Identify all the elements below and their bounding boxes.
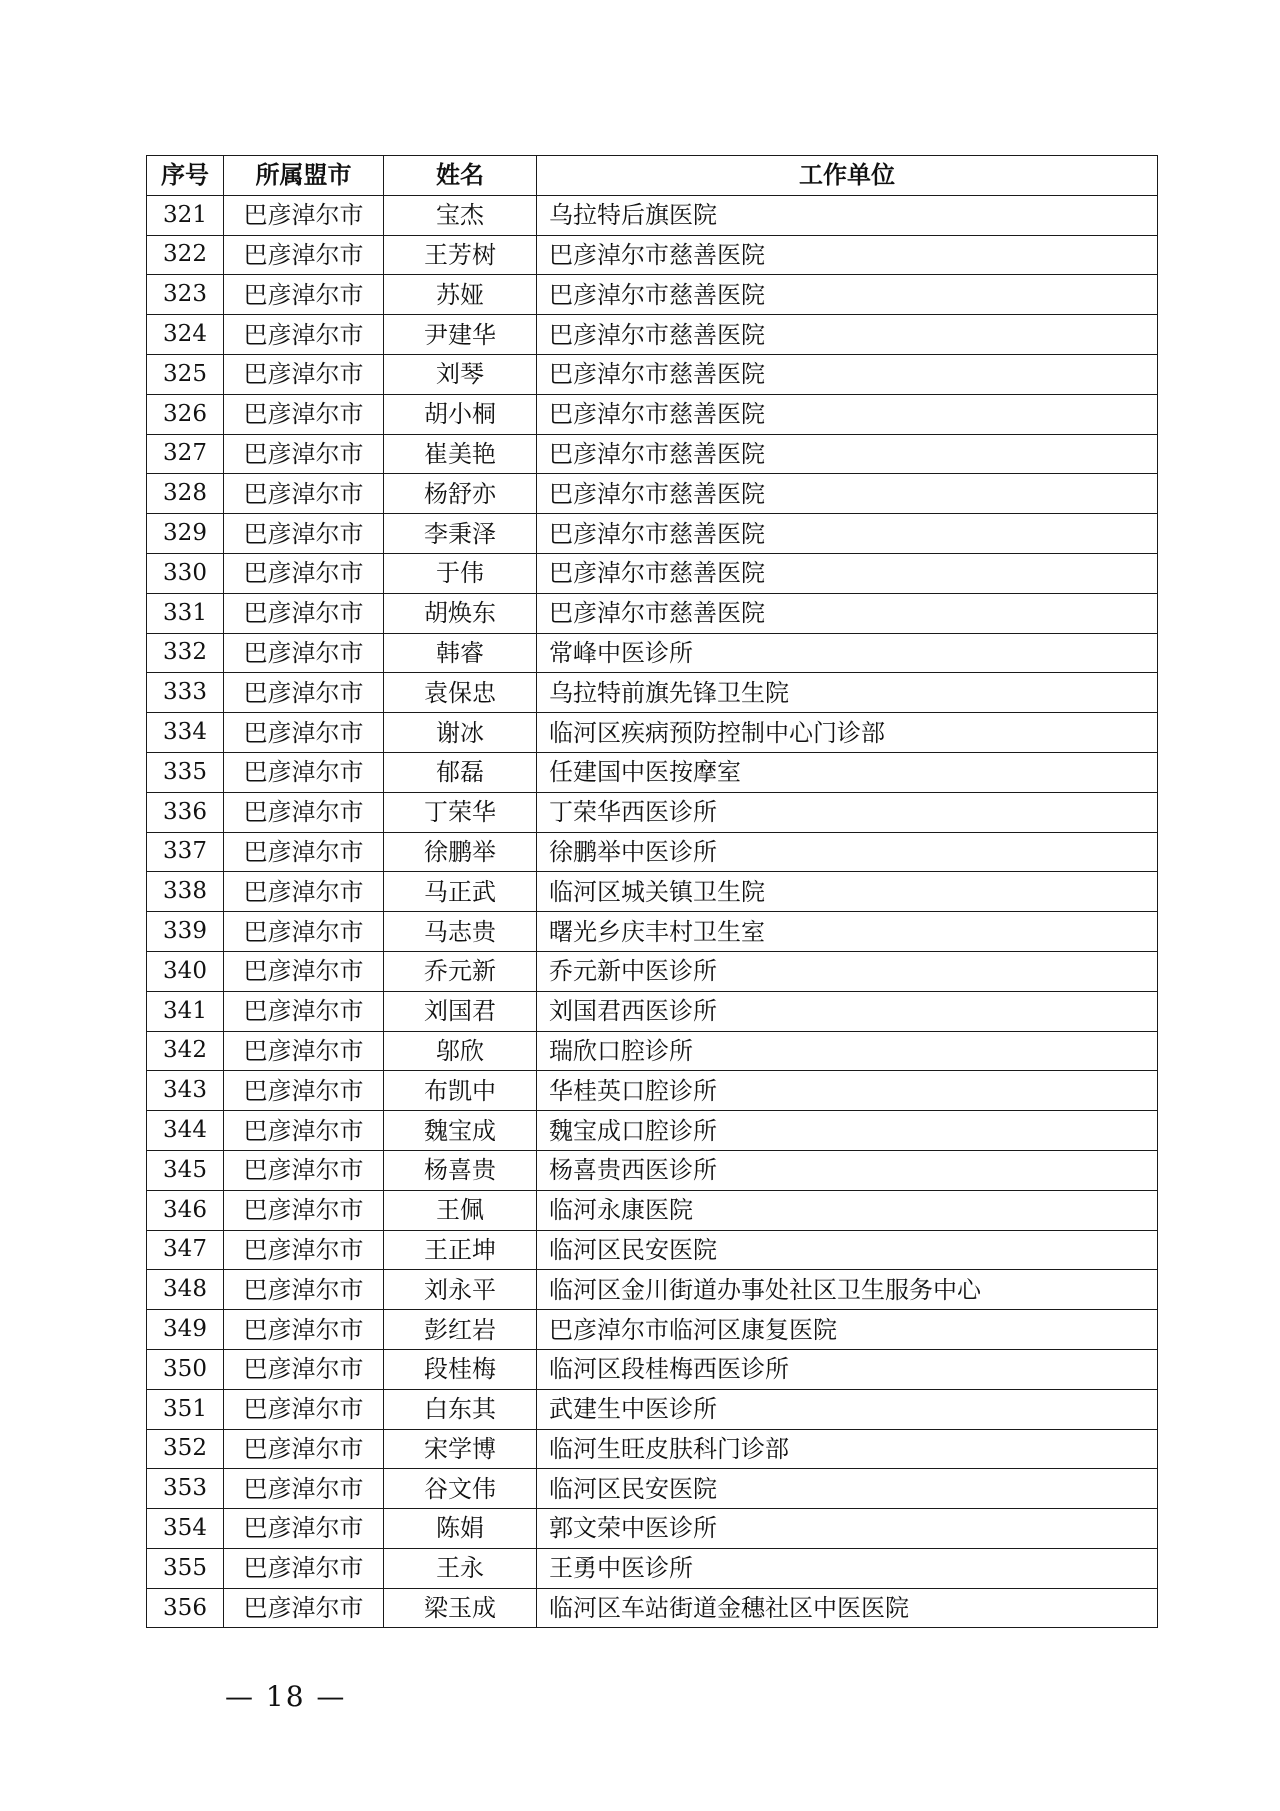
cell-seq: 335 (147, 752, 224, 792)
cell-city: 巴彦淖尔市 (224, 752, 384, 792)
table-row (147, 1190, 1158, 1230)
cell-name: 胡小桐 (384, 394, 537, 434)
table-row (147, 1429, 1158, 1469)
cell-unit: 巴彦淖尔市慈善医院 (537, 394, 1158, 434)
cell-city: 巴彦淖尔市 (224, 991, 384, 1031)
cell-name: 魏宝成 (384, 1111, 537, 1151)
cell-seq: 348 (147, 1270, 224, 1310)
cell-city: 巴彦淖尔市 (224, 1190, 384, 1230)
table-row (147, 872, 1158, 912)
table-row (147, 1588, 1158, 1628)
cell-name: 于伟 (384, 553, 537, 593)
cell-seq: 322 (147, 235, 224, 275)
cell-name: 王芳树 (384, 235, 537, 275)
cell-unit: 任建国中医按摩室 (537, 752, 1158, 792)
cell-seq: 326 (147, 394, 224, 434)
cell-name: 王佩 (384, 1190, 537, 1230)
cell-seq: 332 (147, 633, 224, 673)
cell-seq: 328 (147, 474, 224, 514)
table-row (147, 593, 1158, 633)
cell-name: 尹建华 (384, 315, 537, 355)
cell-name: 马正武 (384, 872, 537, 912)
cell-seq: 350 (147, 1349, 224, 1389)
cell-unit: 巴彦淖尔市慈善医院 (537, 474, 1158, 514)
cell-unit: 巴彦淖尔市临河区康复医院 (537, 1310, 1158, 1350)
cell-name: 段桂梅 (384, 1349, 537, 1389)
cell-name: 郁磊 (384, 752, 537, 792)
cell-city: 巴彦淖尔市 (224, 514, 384, 554)
table-row (147, 1509, 1158, 1549)
cell-unit: 乌拉特前旗先锋卫生院 (537, 673, 1158, 713)
cell-seq: 344 (147, 1111, 224, 1151)
cell-seq: 324 (147, 315, 224, 355)
cell-city: 巴彦淖尔市 (224, 474, 384, 514)
table-row (147, 1111, 1158, 1151)
cell-name: 袁保忠 (384, 673, 537, 713)
cell-city: 巴彦淖尔市 (224, 872, 384, 912)
cell-seq: 353 (147, 1469, 224, 1509)
cell-seq: 337 (147, 832, 224, 872)
cell-unit: 巴彦淖尔市慈善医院 (537, 354, 1158, 394)
cell-unit: 乔元新中医诊所 (537, 951, 1158, 991)
cell-name: 丁荣华 (384, 792, 537, 832)
table-row (147, 713, 1158, 753)
cell-city: 巴彦淖尔市 (224, 1389, 384, 1429)
cell-city: 巴彦淖尔市 (224, 195, 384, 235)
cell-unit: 临河区民安医院 (537, 1230, 1158, 1270)
cell-unit: 临河生旺皮肤科门诊部 (537, 1429, 1158, 1469)
cell-city: 巴彦淖尔市 (224, 434, 384, 474)
table-row (147, 474, 1158, 514)
cell-name: 彭红岩 (384, 1310, 537, 1350)
cell-seq: 340 (147, 951, 224, 991)
cell-name: 谢冰 (384, 713, 537, 753)
cell-name: 王永 (384, 1548, 537, 1588)
table-row (147, 912, 1158, 952)
table-row (147, 315, 1158, 355)
cell-seq: 325 (147, 354, 224, 394)
cell-name: 苏娅 (384, 275, 537, 315)
cell-name: 宝杰 (384, 195, 537, 235)
table-row (147, 991, 1158, 1031)
table-row (147, 1031, 1158, 1071)
table-row (147, 1548, 1158, 1588)
cell-city: 巴彦淖尔市 (224, 832, 384, 872)
cell-unit: 徐鹏举中医诊所 (537, 832, 1158, 872)
cell-name: 梁玉成 (384, 1588, 537, 1628)
cell-seq: 346 (147, 1190, 224, 1230)
cell-unit: 刘国君西医诊所 (537, 991, 1158, 1031)
header-seq: 序号 (147, 156, 224, 196)
cell-city: 巴彦淖尔市 (224, 912, 384, 952)
cell-city: 巴彦淖尔市 (224, 235, 384, 275)
cell-seq: 342 (147, 1031, 224, 1071)
cell-seq: 351 (147, 1389, 224, 1429)
cell-unit: 常峰中医诊所 (537, 633, 1158, 673)
cell-city: 巴彦淖尔市 (224, 553, 384, 593)
cell-unit: 临河区疾病预防控制中心门诊部 (537, 713, 1158, 753)
cell-city: 巴彦淖尔市 (224, 1548, 384, 1588)
cell-city: 巴彦淖尔市 (224, 1150, 384, 1190)
page-number: — 18 — (225, 1680, 347, 1713)
cell-city: 巴彦淖尔市 (224, 1270, 384, 1310)
cell-seq: 341 (147, 991, 224, 1031)
cell-unit: 临河永康医院 (537, 1190, 1158, 1230)
table-row (147, 792, 1158, 832)
cell-city: 巴彦淖尔市 (224, 633, 384, 673)
table-row (147, 514, 1158, 554)
table-row (147, 1270, 1158, 1310)
table-header-row (147, 156, 1158, 196)
cell-city: 巴彦淖尔市 (224, 1509, 384, 1549)
table-row (147, 235, 1158, 275)
cell-city: 巴彦淖尔市 (224, 792, 384, 832)
cell-city: 巴彦淖尔市 (224, 1111, 384, 1151)
cell-city: 巴彦淖尔市 (224, 1469, 384, 1509)
cell-unit: 曙光乡庆丰村卫生室 (537, 912, 1158, 952)
cell-seq: 343 (147, 1071, 224, 1111)
cell-name: 布凯中 (384, 1071, 537, 1111)
cell-city: 巴彦淖尔市 (224, 275, 384, 315)
cell-unit: 临河区段桂梅西医诊所 (537, 1349, 1158, 1389)
cell-name: 王正坤 (384, 1230, 537, 1270)
cell-seq: 331 (147, 593, 224, 633)
table-row (147, 1469, 1158, 1509)
cell-name: 崔美艳 (384, 434, 537, 474)
cell-city: 巴彦淖尔市 (224, 1031, 384, 1071)
cell-city: 巴彦淖尔市 (224, 315, 384, 355)
cell-seq: 327 (147, 434, 224, 474)
cell-unit: 乌拉特后旗医院 (537, 195, 1158, 235)
cell-unit: 瑞欣口腔诊所 (537, 1031, 1158, 1071)
table-row (147, 633, 1158, 673)
cell-name: 邬欣 (384, 1031, 537, 1071)
cell-seq: 347 (147, 1230, 224, 1270)
cell-city: 巴彦淖尔市 (224, 673, 384, 713)
cell-city: 巴彦淖尔市 (224, 951, 384, 991)
cell-unit: 郭文荣中医诊所 (537, 1509, 1158, 1549)
cell-name: 韩睿 (384, 633, 537, 673)
cell-seq: 321 (147, 195, 224, 235)
table-row (147, 1230, 1158, 1270)
cell-unit: 巴彦淖尔市慈善医院 (537, 275, 1158, 315)
cell-city: 巴彦淖尔市 (224, 1588, 384, 1628)
header-unit: 工作单位 (537, 156, 1158, 196)
cell-name: 马志贵 (384, 912, 537, 952)
cell-name: 刘国君 (384, 991, 537, 1031)
header-city: 所属盟市 (224, 156, 384, 196)
cell-unit: 巴彦淖尔市慈善医院 (537, 553, 1158, 593)
cell-name: 胡焕东 (384, 593, 537, 633)
cell-name: 徐鹏举 (384, 832, 537, 872)
table-row (147, 1349, 1158, 1389)
cell-seq: 349 (147, 1310, 224, 1350)
cell-seq: 323 (147, 275, 224, 315)
cell-name: 刘琴 (384, 354, 537, 394)
cell-seq: 333 (147, 673, 224, 713)
roster-table (146, 155, 1158, 1628)
table-row (147, 394, 1158, 434)
cell-seq: 329 (147, 514, 224, 554)
cell-city: 巴彦淖尔市 (224, 713, 384, 753)
cell-city: 巴彦淖尔市 (224, 394, 384, 434)
cell-seq: 336 (147, 792, 224, 832)
cell-city: 巴彦淖尔市 (224, 1429, 384, 1469)
cell-unit: 丁荣华西医诊所 (537, 792, 1158, 832)
table-row (147, 951, 1158, 991)
cell-seq: 339 (147, 912, 224, 952)
cell-city: 巴彦淖尔市 (224, 1230, 384, 1270)
table-row (147, 673, 1158, 713)
cell-name: 乔元新 (384, 951, 537, 991)
table-row (147, 275, 1158, 315)
cell-city: 巴彦淖尔市 (224, 1349, 384, 1389)
cell-name: 白东其 (384, 1389, 537, 1429)
cell-name: 陈娟 (384, 1509, 537, 1549)
table-row (147, 553, 1158, 593)
cell-unit: 巴彦淖尔市慈善医院 (537, 514, 1158, 554)
cell-unit: 魏宝成口腔诊所 (537, 1111, 1158, 1151)
cell-unit: 临河区城关镇卫生院 (537, 872, 1158, 912)
cell-unit: 巴彦淖尔市慈善医院 (537, 315, 1158, 355)
table-row (147, 434, 1158, 474)
cell-unit: 巴彦淖尔市慈善医院 (537, 235, 1158, 275)
table-row (147, 354, 1158, 394)
cell-seq: 352 (147, 1429, 224, 1469)
cell-unit: 王勇中医诊所 (537, 1548, 1158, 1588)
table-row (147, 195, 1158, 235)
cell-unit: 临河区金川街道办事处社区卫生服务中心 (537, 1270, 1158, 1310)
table-row (147, 1389, 1158, 1429)
cell-city: 巴彦淖尔市 (224, 1310, 384, 1350)
cell-city: 巴彦淖尔市 (224, 1071, 384, 1111)
cell-unit: 巴彦淖尔市慈善医院 (537, 593, 1158, 633)
cell-unit: 杨喜贵西医诊所 (537, 1150, 1158, 1190)
table-row (147, 832, 1158, 872)
cell-city: 巴彦淖尔市 (224, 354, 384, 394)
cell-name: 谷文伟 (384, 1469, 537, 1509)
cell-name: 杨喜贵 (384, 1150, 537, 1190)
cell-seq: 330 (147, 553, 224, 593)
cell-seq: 345 (147, 1150, 224, 1190)
table-row (147, 752, 1158, 792)
cell-name: 杨舒亦 (384, 474, 537, 514)
cell-unit: 临河区车站街道金穗社区中医医院 (537, 1588, 1158, 1628)
cell-seq: 354 (147, 1509, 224, 1549)
header-name: 姓名 (384, 156, 537, 196)
table-body (147, 195, 1158, 1628)
cell-city: 巴彦淖尔市 (224, 593, 384, 633)
cell-seq: 338 (147, 872, 224, 912)
cell-seq: 334 (147, 713, 224, 753)
cell-seq: 355 (147, 1548, 224, 1588)
cell-unit: 武建生中医诊所 (537, 1389, 1158, 1429)
cell-name: 刘永平 (384, 1270, 537, 1310)
cell-name: 宋学博 (384, 1429, 537, 1469)
cell-unit: 临河区民安医院 (537, 1469, 1158, 1509)
table-row (147, 1310, 1158, 1350)
table-row (147, 1150, 1158, 1190)
cell-unit: 巴彦淖尔市慈善医院 (537, 434, 1158, 474)
table-row (147, 1071, 1158, 1111)
cell-name: 李秉泽 (384, 514, 537, 554)
cell-unit: 华桂英口腔诊所 (537, 1071, 1158, 1111)
cell-seq: 356 (147, 1588, 224, 1628)
